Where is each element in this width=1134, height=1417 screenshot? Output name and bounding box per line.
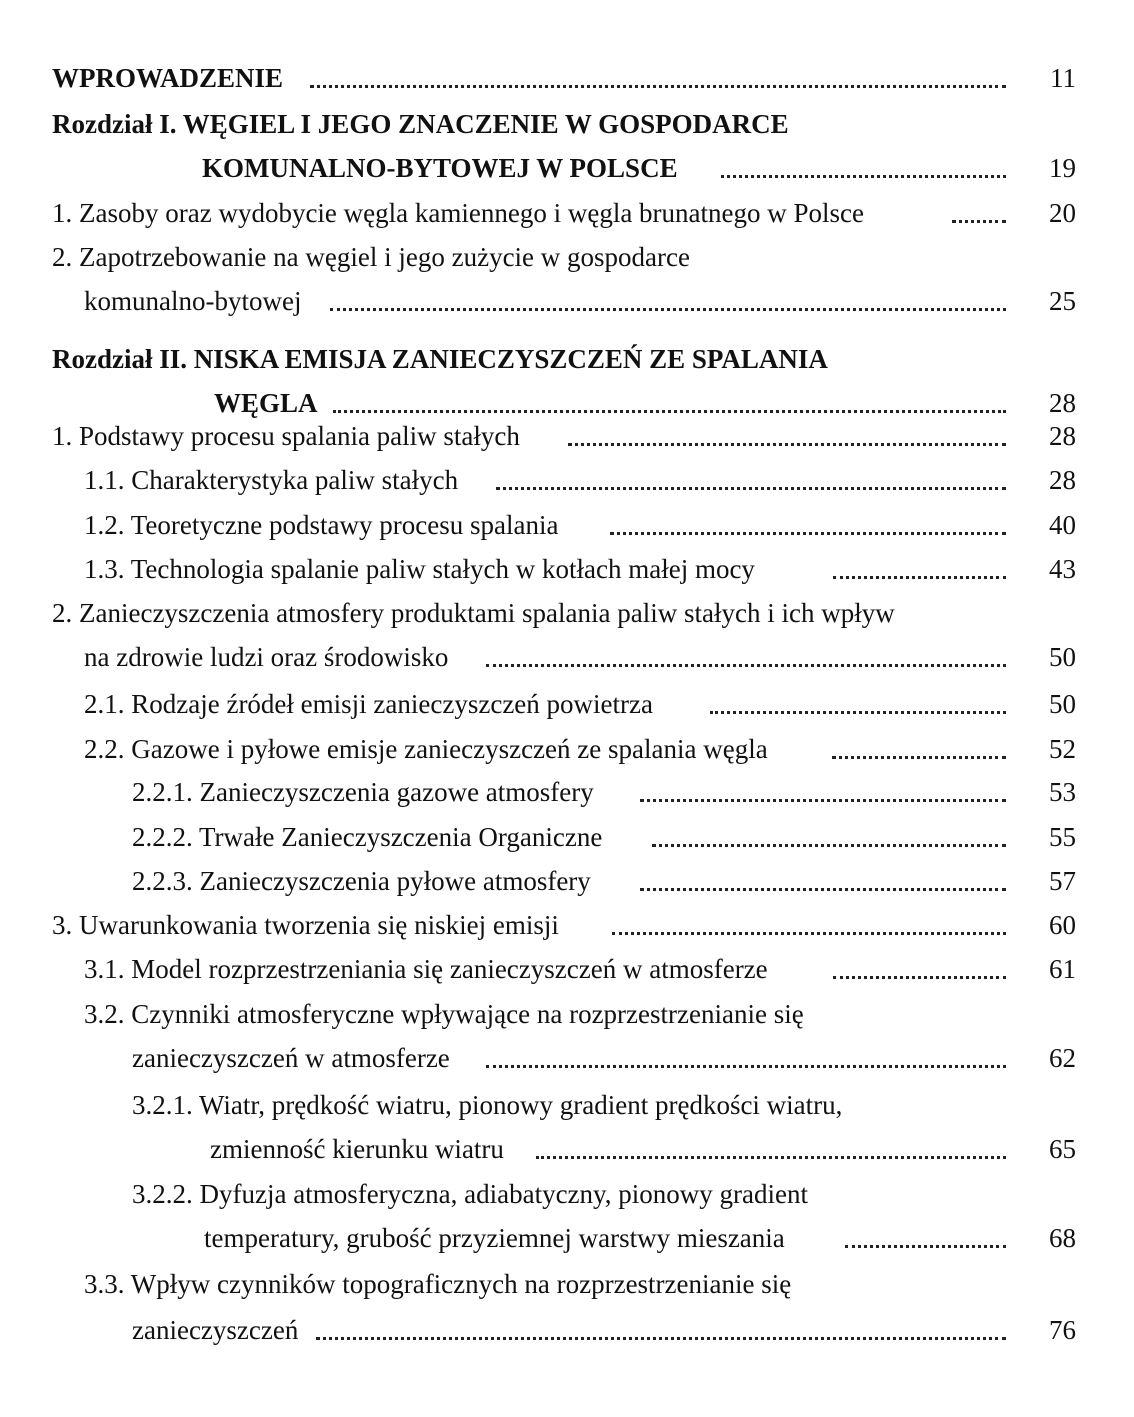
page-number: 25 bbox=[1049, 286, 1076, 316]
toc-entry-title: 3.3. Wpływ czynników topograficznych na rozprzestrzenianie się bbox=[84, 1269, 792, 1299]
toc-entry-title: zanieczyszczeń w atmosferze bbox=[132, 1043, 450, 1073]
dot-leader bbox=[568, 443, 1006, 446]
page-number: 61 bbox=[1049, 954, 1076, 984]
toc-entry-title: 3. Uwarunkowania tworzenia się niskiej emisji bbox=[52, 910, 559, 940]
page-number: 52 bbox=[1049, 734, 1076, 764]
page-number: 19 bbox=[1049, 153, 1076, 183]
dot-leader bbox=[640, 799, 1006, 802]
dot-leader bbox=[952, 220, 1006, 223]
dot-leader bbox=[721, 175, 1006, 178]
dot-leader bbox=[316, 1337, 1006, 1340]
page-number: 50 bbox=[1049, 689, 1076, 719]
dot-leader bbox=[833, 976, 1006, 979]
toc-entry-chapter-1[interactable] bbox=[0, 148, 1134, 188]
toc-entry-title: 2.1. Rodzaje źródeł emisji zanieczyszczeń powietrza bbox=[84, 689, 653, 719]
dot-leader bbox=[486, 664, 1006, 667]
toc-entry[interactable] bbox=[0, 949, 1134, 989]
toc-entry[interactable] bbox=[0, 772, 1134, 812]
toc-entry[interactable] bbox=[0, 193, 1134, 233]
toc-entry[interactable] bbox=[0, 817, 1134, 857]
toc-entry[interactable] bbox=[0, 861, 1134, 901]
page-number: 65 bbox=[1049, 1134, 1076, 1164]
page-number: 55 bbox=[1049, 822, 1076, 852]
toc-entry-title: temperatury, grubość przyziemnej warstwy mieszania bbox=[204, 1223, 785, 1253]
dot-leader bbox=[833, 576, 1006, 579]
dot-leader bbox=[330, 308, 1006, 311]
page-number: 57 bbox=[1049, 866, 1076, 896]
toc-entry-title: zmienność kierunku wiatru bbox=[210, 1134, 504, 1164]
toc-entry bbox=[0, 1264, 1134, 1304]
dot-leader bbox=[612, 932, 1006, 935]
toc-entry-title: 2. Zapotrzebowanie na węgiel i jego zużycie w gospodarce bbox=[52, 242, 690, 272]
dot-leader bbox=[486, 1065, 1006, 1068]
toc-entry[interactable] bbox=[0, 505, 1134, 545]
toc-entry[interactable] bbox=[0, 1310, 1134, 1350]
page-number: 43 bbox=[1049, 554, 1076, 584]
page-number: 20 bbox=[1049, 198, 1076, 228]
toc-entry-title: 3.1. Model rozprzestrzeniania się zanieczyszczeń w atmosferze bbox=[84, 954, 768, 984]
page-number: 28 bbox=[1049, 465, 1076, 495]
toc-entry[interactable] bbox=[0, 460, 1134, 500]
toc-entry[interactable] bbox=[0, 637, 1134, 677]
page-number: 68 bbox=[1049, 1223, 1076, 1253]
page-number: 76 bbox=[1049, 1315, 1076, 1345]
toc-entry-title: Rozdział I. WĘGIEL I JEGO ZNACZENIE W GOSPODARCE bbox=[52, 109, 789, 139]
toc-entry-title: 2.2.1. Zanieczyszczenia gazowe atmosfery bbox=[132, 777, 594, 807]
toc-entry bbox=[0, 237, 1134, 277]
toc-entry-title: KOMUNALNO-BYTOWEJ W POLSCE bbox=[202, 153, 678, 183]
toc-entry-title: 2.2.3. Zanieczyszczenia pyłowe atmosfery bbox=[132, 866, 591, 896]
page-number: 40 bbox=[1049, 510, 1076, 540]
dot-leader bbox=[640, 888, 1006, 891]
toc-entry-title: 3.2.2. Dyfuzja atmosferyczna, adiabatyczny, pionowy gradient bbox=[132, 1179, 809, 1209]
toc-entry-title: 1.1. Charakterystyka paliw stałych bbox=[84, 465, 459, 495]
page-number: 11 bbox=[1050, 63, 1076, 93]
toc-entry[interactable] bbox=[0, 729, 1134, 769]
toc-entry-title: WPROWADZENIE bbox=[52, 63, 284, 93]
toc-entry-wprowadzenie[interactable] bbox=[0, 58, 1134, 98]
toc-entry bbox=[0, 593, 1134, 633]
toc-entry[interactable] bbox=[0, 281, 1134, 321]
toc-entry[interactable] bbox=[0, 1129, 1134, 1169]
toc-chapter-heading bbox=[0, 104, 1134, 144]
page-number: 62 bbox=[1049, 1043, 1076, 1073]
page-number: 28 bbox=[1049, 421, 1076, 451]
toc-entry-title: 3.2. Czynniki atmosferyczne wpływające na rozprzestrzenianie się bbox=[84, 999, 804, 1029]
page-number: 60 bbox=[1049, 910, 1076, 940]
toc-entry[interactable] bbox=[0, 416, 1134, 456]
toc-entry bbox=[0, 1085, 1134, 1125]
dot-leader bbox=[333, 410, 1006, 413]
toc-entry-title: 3.2.1. Wiatr, prędkość wiatru, pionowy gradient prędkości wiatru, bbox=[132, 1090, 843, 1120]
toc-entry[interactable] bbox=[0, 1218, 1134, 1258]
toc-entry[interactable] bbox=[0, 684, 1134, 724]
dot-leader bbox=[652, 844, 1006, 847]
toc-entry bbox=[0, 1174, 1134, 1214]
page-number: 50 bbox=[1049, 642, 1076, 672]
dot-leader bbox=[310, 85, 1006, 88]
toc-entry-title: 1.3. Technologia spalanie paliw stałych w kotłach małej mocy bbox=[84, 554, 755, 584]
toc-entry bbox=[0, 994, 1134, 1034]
page-number: 28 bbox=[1049, 388, 1076, 418]
toc-entry-title: na zdrowie ludzi oraz środowisko bbox=[84, 642, 449, 672]
toc-entry[interactable] bbox=[0, 905, 1134, 945]
toc-chapter-heading bbox=[0, 339, 1134, 379]
toc-entry-title: 1. Zasoby oraz wydobycie węgla kamiennego i węgla brunatnego w Polsce bbox=[52, 198, 865, 228]
toc-entry-title: 2. Zanieczyszczenia atmosfery produktami spalania paliw stałych i ich wpływ bbox=[52, 598, 895, 628]
dot-leader bbox=[845, 1245, 1006, 1248]
toc-entry-title: zanieczyszczeń bbox=[132, 1315, 299, 1345]
toc-entry[interactable] bbox=[0, 549, 1134, 589]
toc-entry-title: 2.2. Gazowe i pyłowe emisje zanieczyszczeń ze spalania węgla bbox=[84, 734, 768, 764]
dot-leader bbox=[710, 711, 1006, 714]
toc-entry[interactable] bbox=[0, 1038, 1134, 1078]
toc-entry-title: Rozdział II. NISKA EMISJA ZANIECZYSZCZEŃ ZE SPALANIA bbox=[52, 344, 828, 374]
toc-entry-title: 1.2. Teoretyczne podstawy procesu spalania bbox=[84, 510, 559, 540]
dot-leader bbox=[496, 487, 1006, 490]
dot-leader bbox=[610, 532, 1006, 535]
dot-leader bbox=[832, 756, 1006, 759]
page-number: 53 bbox=[1049, 777, 1076, 807]
toc-entry-title: 2.2.2. Trwałe Zanieczyszczenia Organiczne bbox=[132, 822, 603, 852]
dot-leader bbox=[536, 1156, 1006, 1159]
toc-entry-title: WĘGLA bbox=[214, 388, 318, 418]
toc-entry-title: komunalno-bytowej bbox=[84, 286, 302, 316]
toc-entry-title: 1. Podstawy procesu spalania paliw stałych bbox=[52, 421, 520, 451]
